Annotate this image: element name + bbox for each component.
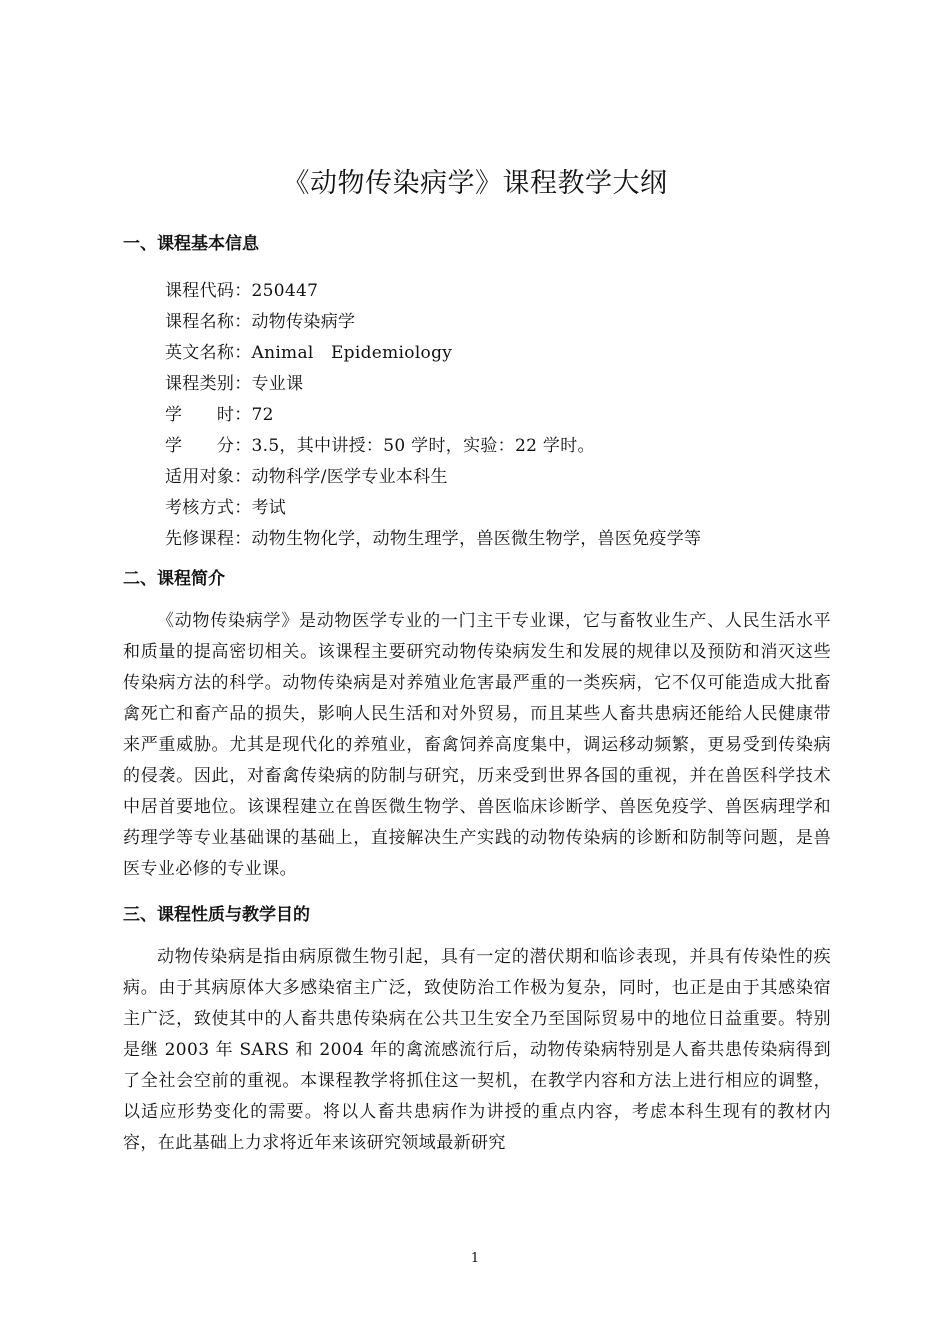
- page-number: 1: [470, 1251, 480, 1266]
- course-name-row: 课程名称：动物传染病学: [165, 312, 356, 332]
- course-info-list: [165, 276, 701, 555]
- course-category-row: 课程类别：专业课: [165, 374, 304, 394]
- nature-purpose-paragraph: 动物传染病是指由病原微生物引起，具有一定的潜伏期和临诊表现，并具有传染性的疾病。由于其病原体大多感染宿主广泛，致使防治工作极为复杂，同时，也正是由于其感染宿主广泛，致使其中的人畜共患传染病在公共卫生安全乃至国际贸易中的地位日益重要。特别是继 2003 年 SARS 和 2004 年的禽流感流行后，动物传染病特别是人畜共患传染病得到了全社会空前的重视。本课程教学将抓住这一契机，在教学内容和方法上进行相应的调整，以适应形势变化的需要。将以人畜共患病作为讲授的重点内容，考虑本科生现有的教材内容，在此基础上力求将近年来该研究领域最新研究: [123, 947, 831, 1153]
- english-name-row: 英文名称：Animal Epidemiology: [165, 343, 453, 363]
- credits-row: 学 分：3.5，其中讲授：50 学时，实验：22 学时。: [165, 436, 595, 456]
- target-audience-row: 适用对象：动物科学/医学专业本科生: [165, 467, 448, 487]
- prerequisites-row: 先修课程：动物生物化学，动物生理学，兽医微生物学，兽医免疫学等: [165, 529, 702, 549]
- class-hours-row: 学 时：72: [165, 405, 274, 425]
- section-heading-nature-purpose: 三、课程性质与教学目的: [123, 905, 310, 925]
- introduction-paragraph: 《动物传染病学》是动物医学专业的一门主干专业课，它与畜牧业生产、人民生活水平和质量的提高密切相关。该课程主要研究动物传染病发生和发展的规律以及预防和消灭这些传染病方法的科学。动物传染病是对养殖业危害最严重的一类疾病，它不仅可能造成大批畜禽死亡和畜产品的损失，影响人民生活和对外贸易，而且某些人畜共患病还能给人民健康带来严重威胁。尤其是现代化的养殖业，畜禽饲养高度集中，调运移动频繁，更易受到传染病的侵袭。因此，对畜禽传染病的防制与研究，历来受到世界各国的重视，并在兽医科学技术中居首要地位。该课程建立在兽医微生物学、兽医临床诊断学、兽医免疫学、兽医病理学和药理学等专业基础课的基础上，直接解决生产实践的动物传染病的诊断和防制等问题，是兽医专业必修的专业课。: [123, 611, 831, 879]
- section-heading-introduction: 二、课程简介: [123, 569, 225, 589]
- section-heading-basic-info: 一、课程基本信息: [123, 234, 259, 254]
- document-title: 《动物传染病学》课程教学大纲: [282, 168, 668, 199]
- course-code-row: 课程代码：250447: [165, 281, 319, 301]
- assessment-row: 考核方式：考试: [165, 498, 287, 518]
